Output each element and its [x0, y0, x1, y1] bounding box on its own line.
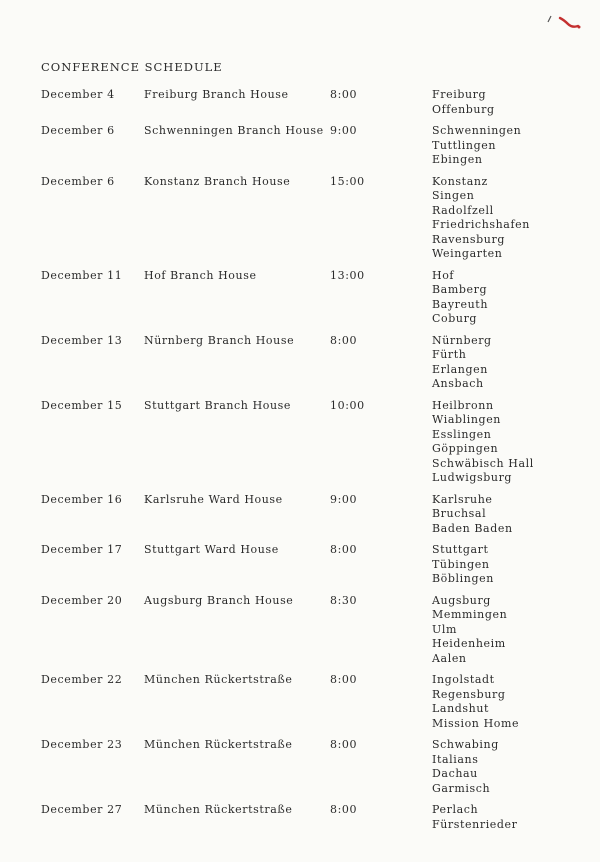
town: Ebingen — [432, 153, 483, 166]
row-time: 13:00 — [330, 268, 365, 282]
town: Perlach — [432, 803, 479, 816]
town: Freiburg — [432, 88, 487, 101]
row-towns — [432, 493, 600, 537]
town: Augsburg — [432, 593, 491, 607]
town: Wiablingen — [432, 413, 501, 426]
town: Friedrichshafen — [432, 218, 530, 231]
town: Ravensburg — [432, 232, 505, 246]
town: Ulm — [432, 622, 458, 636]
row-towns — [432, 803, 600, 832]
row-time: 8:00 — [330, 803, 358, 816]
row-date: December 4 — [41, 88, 115, 101]
row-time: 8:00 — [330, 88, 358, 101]
schedule-row — [0, 493, 600, 537]
town: Aalen — [432, 651, 467, 665]
town: Hof — [432, 268, 455, 282]
town: Dachau — [432, 767, 478, 780]
row-date: December 22 — [41, 673, 123, 686]
page-title: CONFERENCE SCHEDULE — [41, 60, 223, 74]
row-place: Hof Branch House — [144, 268, 257, 282]
row-place: Augsburg Branch House — [144, 593, 294, 607]
schedule-row — [0, 399, 600, 486]
town: Italians — [432, 752, 479, 766]
town: Ingolstadt — [432, 673, 495, 686]
town: Schwenningen — [432, 124, 522, 137]
row-place: München Rückertstraße — [144, 673, 293, 686]
town: Tuttlingen — [432, 138, 497, 152]
row-time: 10:00 — [330, 398, 365, 412]
town: Baden Baden — [432, 521, 513, 535]
schedule-row — [0, 175, 600, 262]
row-time: 8:00 — [330, 333, 358, 347]
town: Memmingen — [432, 608, 508, 621]
town: Radolfzell — [432, 203, 494, 217]
schedule-row — [0, 269, 600, 327]
town: Göppingen — [432, 442, 499, 455]
town: Ludwigsburg — [432, 471, 513, 484]
town: Heidenheim — [432, 637, 506, 650]
row-place: Karlsruhe Ward House — [144, 492, 283, 506]
row-date: December 6 — [41, 174, 115, 188]
row-place: München Rückertstraße — [144, 738, 293, 751]
row-time: 15:00 — [330, 174, 365, 188]
town: Bayreuth — [432, 297, 489, 311]
row-place: Stuttgart Ward House — [144, 543, 279, 556]
row-place: Schwenningen Branch House — [144, 124, 324, 137]
row-date: December 20 — [41, 593, 123, 607]
row-time: 9:00 — [330, 124, 358, 137]
row-place: Stuttgart Branch House — [144, 398, 292, 412]
row-towns — [432, 269, 600, 327]
town: Mission Home — [432, 716, 520, 730]
row-time: 8:00 — [330, 673, 358, 686]
row-time: 8:30 — [330, 593, 358, 607]
row-date: December 17 — [41, 543, 123, 556]
row-towns — [432, 124, 600, 168]
schedule-row — [0, 594, 600, 667]
schedule-row — [0, 88, 600, 117]
town: Fürth — [432, 348, 467, 361]
row-date: December 13 — [41, 333, 123, 347]
row-date: December 16 — [41, 492, 123, 506]
row-place: Freiburg Branch House — [144, 88, 289, 101]
row-date: December 27 — [41, 803, 123, 816]
row-towns — [432, 594, 600, 667]
town: Karlsruhe — [432, 492, 493, 506]
schedule-row — [0, 738, 600, 796]
town: Garmisch — [432, 781, 491, 795]
row-place: Konstanz Branch House — [144, 174, 291, 188]
row-towns — [432, 399, 600, 486]
row-towns — [432, 673, 600, 731]
town: Heilbronn — [432, 398, 494, 412]
schedule-row — [0, 543, 600, 587]
row-place: München Rückertstraße — [144, 803, 293, 816]
row-date: December 6 — [41, 124, 115, 137]
town: Erlangen — [432, 362, 488, 376]
schedule-list — [0, 88, 600, 839]
town: Tübingen — [432, 557, 490, 571]
town: Ansbach — [432, 377, 484, 390]
row-time: 8:00 — [330, 543, 358, 556]
town: Weingarten — [432, 247, 503, 260]
schedule-row — [0, 334, 600, 392]
row-date: December 23 — [41, 738, 123, 751]
row-date: December 15 — [41, 398, 123, 412]
row-time: 9:00 — [330, 492, 358, 506]
schedule-row — [0, 803, 600, 832]
town: Stuttgart — [432, 543, 489, 556]
row-towns — [432, 88, 600, 117]
town: Landshut — [432, 702, 490, 715]
town: Böblingen — [432, 572, 494, 585]
schedule-row — [0, 673, 600, 731]
town: Singen — [432, 189, 475, 202]
row-towns — [432, 175, 600, 262]
town: Konstanz — [432, 174, 488, 188]
town: Esslingen — [432, 427, 492, 441]
town: Bruchsal — [432, 507, 487, 520]
ink-mark — [546, 10, 586, 34]
row-towns — [432, 543, 600, 587]
town: Bamberg — [432, 283, 488, 296]
town: Nürnberg — [432, 333, 492, 347]
town: Schwabing — [432, 738, 499, 751]
town: Regensburg — [432, 687, 506, 701]
town: Schwäbisch Hall — [432, 456, 534, 470]
row-time: 8:00 — [330, 738, 358, 751]
row-towns — [432, 334, 600, 392]
row-date: December 11 — [41, 268, 123, 282]
town: Fürstenrieder — [432, 817, 518, 831]
row-towns — [432, 738, 600, 796]
town: Coburg — [432, 312, 478, 325]
row-place: Nürnberg Branch House — [144, 333, 295, 347]
town: Offenburg — [432, 102, 495, 116]
schedule-row — [0, 124, 600, 168]
